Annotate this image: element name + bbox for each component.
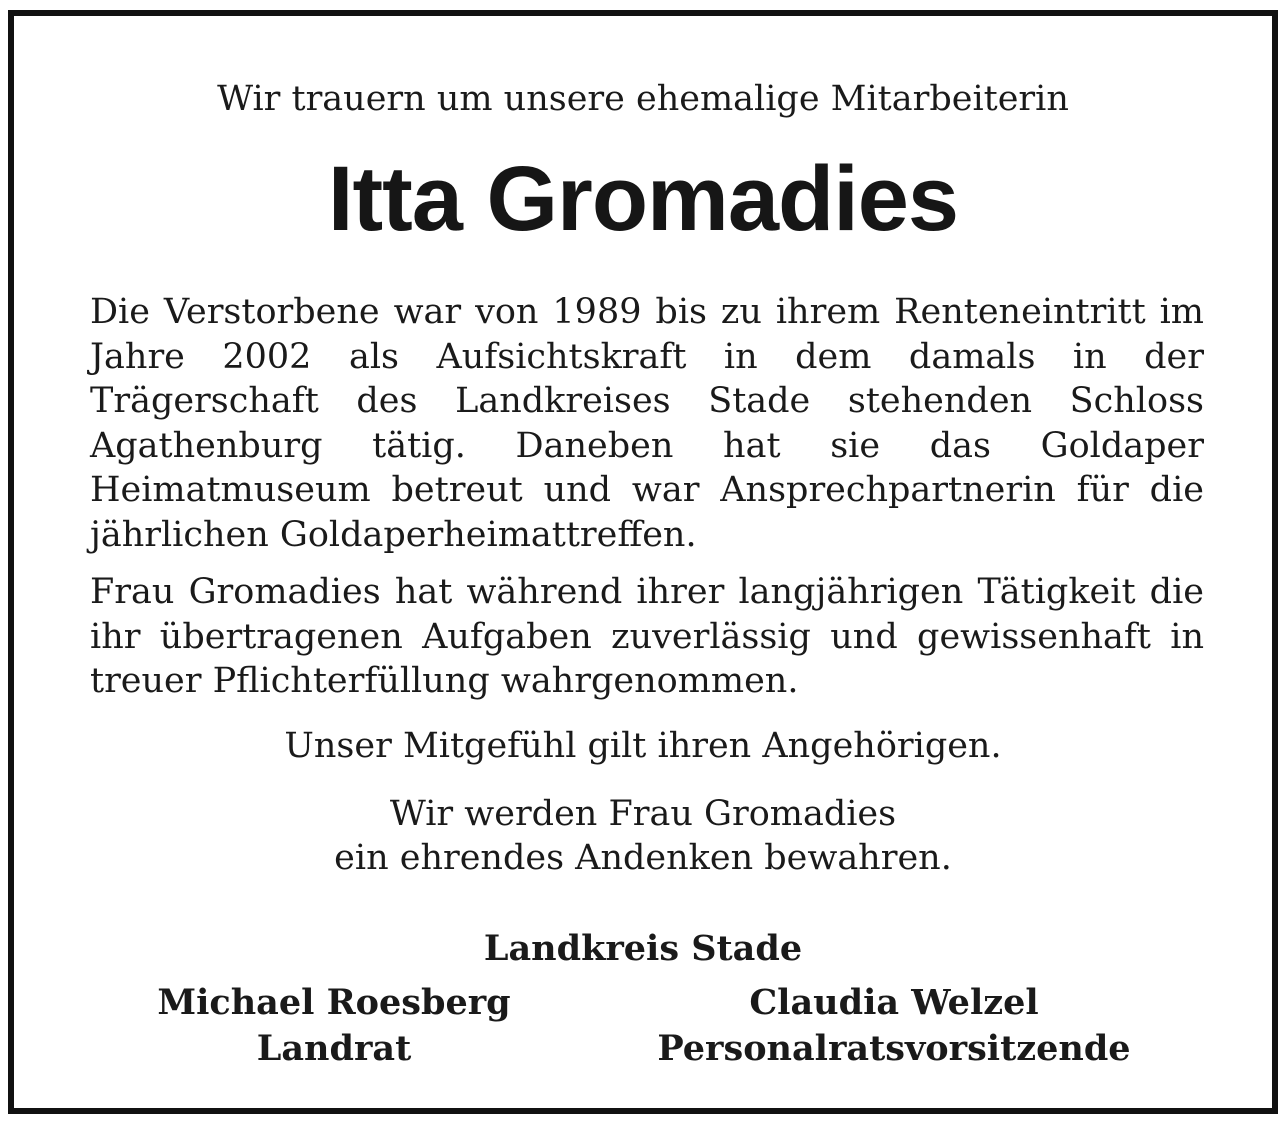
- signatory-left-title: Landrat: [256, 1028, 412, 1069]
- obituary-notice-frame: [8, 10, 1278, 1114]
- signatory-left-name: Michael Roesberg: [157, 982, 511, 1023]
- intro-line: Wir trauern um unsere ehemalige Mitarbeiterin: [217, 79, 1069, 119]
- organization-name: Landkreis Stade: [483, 928, 803, 969]
- signatory-right-title: Personalratsvorsitzende: [657, 1028, 1131, 1069]
- biography-paragraph: Die Verstorbene war von 1989 bis zu ihrem Renteneintritt im Jahre 2002 als Aufsichtskraft in dem damals in der Trägerschaft des Landkreises Stade stehenden Schloss Agathenburg tätig. Daneben hat sie das Goldaper Heimatmuseum betreut und war Ansprechpartnerin für die jährlichen Goldaperheimattreffen.: [90, 292, 1204, 555]
- remembrance-line-1: Wir werden Frau Gromadies: [389, 794, 897, 834]
- remembrance-line-2: ein ehrendes Andenken bewahren.: [334, 838, 952, 878]
- signatory-right-name: Claudia Welzel: [749, 982, 1039, 1023]
- sympathy-line: Unser Mitgefühl gilt ihren Angehörigen.: [284, 726, 1002, 766]
- deceased-name: Itta Gromadies: [327, 148, 959, 250]
- tribute-paragraph: Frau Gromadies hat während ihrer langjährigen Tätigkeit die ihr übertragenen Aufgaben zuverlässig und gewissenhaft in treuer Pflichterfüllung wahrgenommen.: [90, 572, 1204, 701]
